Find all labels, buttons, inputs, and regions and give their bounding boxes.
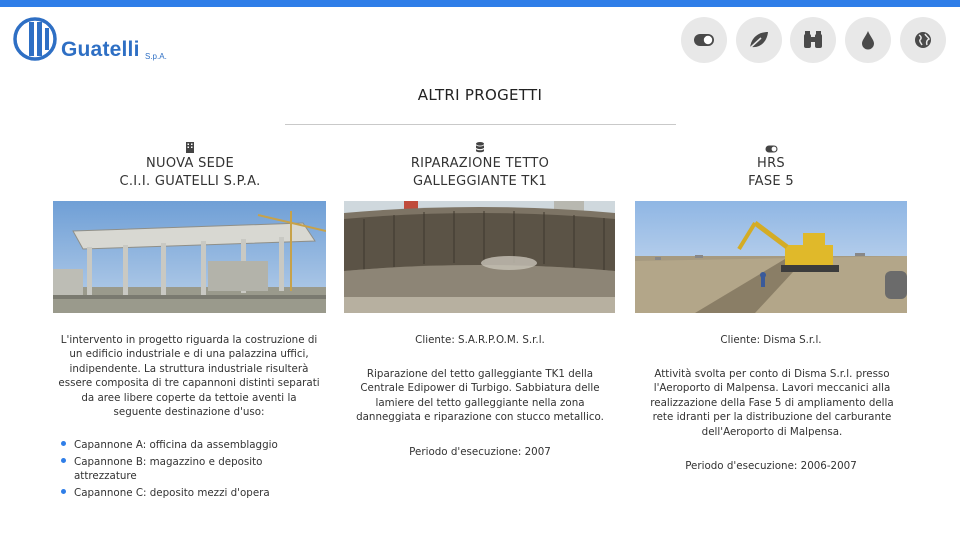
project-bullet-list bbox=[60, 438, 305, 502]
project-card-hrs bbox=[636, 138, 906, 192]
drop-icon bbox=[861, 30, 875, 50]
list-item bbox=[60, 455, 305, 484]
project-period: Periodo d'esecuzione: 2006-2007 bbox=[685, 460, 857, 472]
bullet-label: Capannone A bbox=[74, 439, 143, 451]
toggle-icon bbox=[765, 145, 778, 153]
client-label: Cliente bbox=[720, 334, 757, 346]
photo-hrs bbox=[635, 201, 907, 313]
bullet-label: Capannone B bbox=[74, 455, 143, 468]
globe-icon bbox=[914, 31, 932, 49]
page-title: ALTRI PROGETTI bbox=[417, 86, 543, 104]
company-logo[interactable] bbox=[12, 16, 182, 66]
project-card-tetto-galleggiante bbox=[345, 138, 615, 192]
nav-globe-button[interactable] bbox=[900, 17, 946, 63]
logo-suffix: S.p.A. bbox=[145, 52, 167, 61]
photo-tetto-galleggiante bbox=[344, 201, 615, 313]
bullet-text: : magazzino e deposito attrezzature bbox=[74, 455, 263, 483]
logo-wordmark: Guatelli bbox=[61, 38, 140, 61]
bullet-text: : deposito mezzi d'opera bbox=[143, 486, 270, 499]
photo-nuova-sede bbox=[53, 201, 326, 313]
top-accent-bar bbox=[0, 0, 960, 7]
list-item bbox=[60, 438, 305, 453]
list-item bbox=[60, 486, 305, 501]
nav-leaf-button[interactable] bbox=[736, 17, 782, 63]
project-description: Attività svolta per conto di Disma S.r.l. presso l'Aeroporto di Malpensa. Lavori meccanici alla realizzazione della Fase 5 di ampliamento della rete idranti per la distribuzione del carburante dell'Aeroporto di Malpensa. bbox=[650, 368, 894, 438]
project-card-nuova-sede bbox=[60, 138, 320, 192]
toggle-icon bbox=[693, 33, 715, 47]
client-value: : Disma S.r.l. bbox=[756, 334, 822, 346]
project-period: Periodo d'esecuzione: 2007 bbox=[409, 446, 551, 458]
bullet-label: Capannone C bbox=[74, 486, 144, 499]
project-heading-line1: HRS bbox=[757, 156, 785, 171]
bullet-text: : officina da assemblaggio bbox=[142, 439, 278, 451]
database-icon bbox=[476, 142, 484, 153]
client-line bbox=[345, 333, 615, 347]
project-heading-line1: NUOVA SEDE bbox=[145, 156, 235, 171]
nav-binoculars-button[interactable] bbox=[790, 17, 836, 63]
project-heading-line2: FASE 5 bbox=[748, 174, 794, 189]
client-label: Cliente bbox=[415, 334, 452, 346]
building-icon bbox=[186, 142, 194, 153]
project-description: Riparazione del tetto galleggiante TK1 della Centrale Edipower di Turbigo. Sabbiatura delle lamiere del tetto galleggiante nella zona danneggiata e riparazione con stucco metallico. bbox=[356, 368, 604, 424]
project-heading-line1: RIPARAZIONE TETTO bbox=[410, 156, 550, 171]
client-line bbox=[636, 333, 906, 347]
project-heading-line2: C.I.I. GUATELLI S.P.A. bbox=[119, 174, 261, 189]
title-divider bbox=[285, 124, 676, 125]
client-value: : S.A.R.P.O.M. S.r.l. bbox=[451, 334, 545, 346]
leaf-icon bbox=[748, 30, 770, 50]
nav-toggle-button[interactable] bbox=[681, 17, 727, 63]
logo-mark-icon bbox=[12, 16, 60, 64]
project-heading-line2: GALLEGGIANTE TK1 bbox=[412, 174, 548, 189]
project-description: L'intervento in progetto riguarda la costruzione di un edificio industriale e di una palazzina uffici, indipendente. La struttura industriale risulterà essere composita di tre capannoni distinti separati da aree libere coperte da tettoie aventi la seguente destinazione d'uso: bbox=[58, 334, 320, 419]
binoculars-icon bbox=[802, 30, 824, 50]
nav-drop-button[interactable] bbox=[845, 17, 891, 63]
